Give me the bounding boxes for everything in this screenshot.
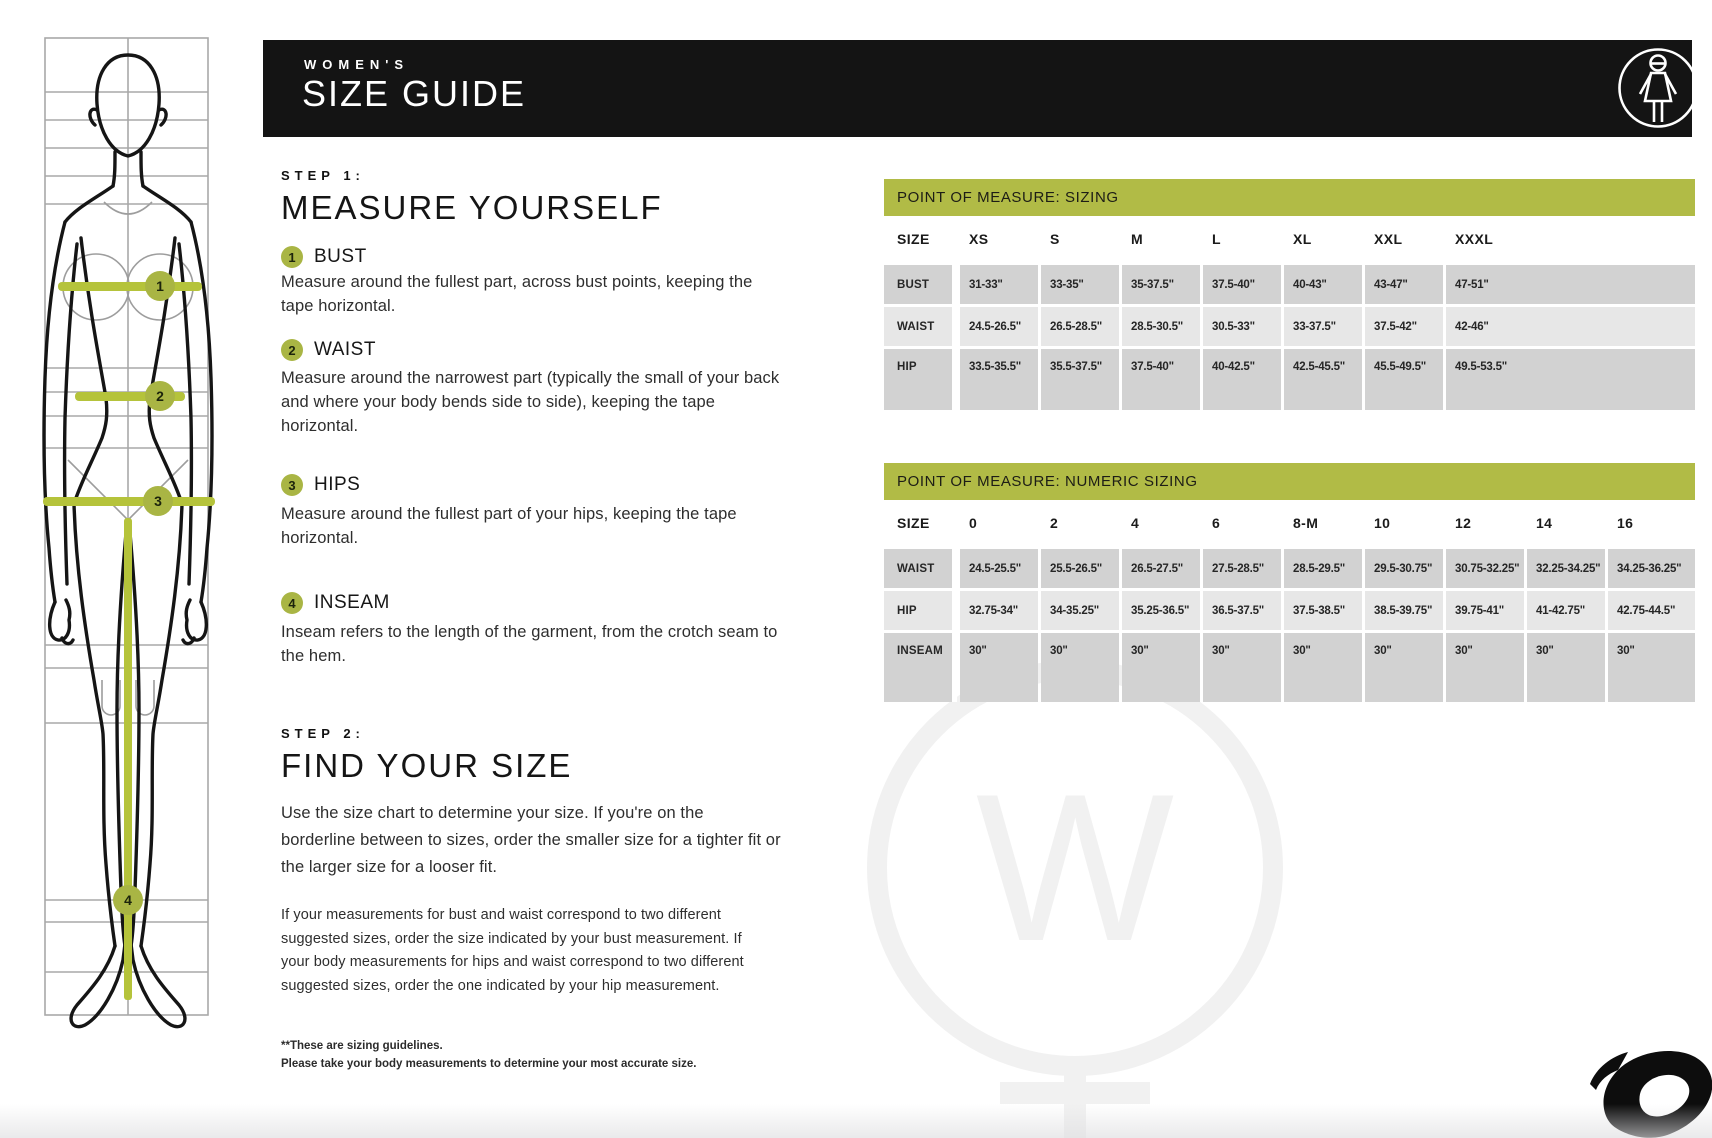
row-label: INSEAM: [884, 633, 957, 702]
table-row: [884, 591, 1695, 630]
cell-value: 29.5-30.75": [1365, 549, 1443, 588]
cell-value: 40-42.5": [1203, 349, 1281, 410]
sizing-table: [884, 179, 1695, 413]
size-conflict-paragraph: If your measurements for bust and waist correspond to two different suggested sizes, order the size indicated by your bust measurement. If your body measurements for hips and waist correspond to two different suggested sizes, order the one indicated by your hip measurement.: [281, 907, 744, 994]
cell-value: 42.5-45.5": [1284, 349, 1362, 410]
cell-value: 37.5-40": [1203, 265, 1281, 304]
marker-number-2: 2: [156, 388, 164, 404]
sizing-table-title: POINT OF MEASURE: SIZING: [884, 179, 1695, 216]
page-title: SIZE GUIDE: [302, 73, 527, 114]
column-header: XS: [960, 216, 1038, 262]
cell-value: 35.25-36.5": [1122, 591, 1200, 630]
column-header: 2: [1041, 500, 1119, 546]
woman-symbol-watermark: [855, 648, 1305, 1138]
waist-number-badge: 2: [281, 339, 303, 361]
cell-value: 35-37.5": [1122, 265, 1200, 304]
cell-value: 32.75-34": [960, 591, 1038, 630]
cell-value: 30": [960, 633, 1038, 702]
measure-item-inseam: [281, 592, 390, 614]
waist-description: Measure around the narrowest part (typically the small of your back and where your body bends side to side), keeping the tape horizontal.: [281, 369, 780, 435]
cell-value: 28.5-29.5": [1284, 549, 1362, 588]
row-label: HIP: [884, 591, 957, 630]
column-header: 10: [1365, 500, 1443, 546]
cell-value: 41-42.75": [1527, 591, 1605, 630]
row-label: BUST: [884, 265, 957, 304]
woman-figure-icon: [1616, 46, 1700, 130]
cell-value: 28.5-30.5": [1122, 307, 1200, 346]
cell-value: 42-46": [1446, 307, 1695, 346]
numeric-table-title: POINT OF MEASURE: NUMERIC SIZING: [884, 463, 1695, 500]
body-measurement-figure: [18, 28, 238, 1040]
cell-value: 24.5-25.5": [960, 549, 1038, 588]
cell-value: 30.5-33": [1203, 307, 1281, 346]
cell-value: 30": [1122, 633, 1200, 702]
cell-value: 39.75-41": [1446, 591, 1524, 630]
cell-value: 25.5-26.5": [1041, 549, 1119, 588]
sizing-table-grid: [884, 216, 1695, 410]
hips-number-badge: 3: [281, 474, 303, 496]
step2-label: STEP 2:: [281, 726, 365, 741]
cell-value: 35.5-37.5": [1041, 349, 1119, 410]
cell-value: 30": [1365, 633, 1443, 702]
column-header: 8-M: [1284, 500, 1362, 546]
column-header: M: [1122, 216, 1200, 262]
cell-value: 24.5-26.5": [960, 307, 1038, 346]
cell-value: 42.75-44.5": [1608, 591, 1695, 630]
inseam-number-badge: 4: [281, 592, 303, 614]
step1-title: MEASURE YOURSELF: [281, 189, 663, 226]
footnote-line-2: Please take your body measurements to determine your most accurate size.: [281, 1057, 697, 1070]
marker-number-4: 4: [124, 892, 132, 908]
cell-value: 34-35.25": [1041, 591, 1119, 630]
inseam-description: Inseam refers to the length of the garment, from the crotch seam to the hem.: [281, 623, 778, 665]
cell-value: 33-35": [1041, 265, 1119, 304]
inseam-label: INSEAM: [314, 592, 390, 613]
column-header: XXL: [1365, 216, 1443, 262]
table-row: [884, 307, 1695, 346]
column-header: XXXL: [1446, 216, 1695, 262]
column-header: 12: [1446, 500, 1524, 546]
marker-number-3: 3: [154, 493, 162, 509]
column-header: 6: [1203, 500, 1281, 546]
cell-value: 30.75-32.25": [1446, 549, 1524, 588]
cell-value: 40-43": [1284, 265, 1362, 304]
footnote-line-1: **These are sizing guidelines.: [281, 1040, 443, 1052]
column-header: 16: [1608, 500, 1695, 546]
cell-value: 47-51": [1446, 265, 1695, 304]
cell-value: 43-47": [1365, 265, 1443, 304]
marker-number-1: 1: [156, 278, 164, 294]
find-size-paragraph: Use the size chart to determine your size. If you're on the borderline between to sizes, order the smaller size for a tighter fit or the larger size for a looser fit.: [281, 804, 781, 876]
hips-label: HIPS: [314, 474, 361, 495]
measure-item-hips: [281, 474, 360, 496]
row-label: WAIST: [884, 549, 957, 588]
page-header: [263, 40, 1692, 137]
waist-label: WAIST: [314, 339, 376, 360]
cell-value: 26.5-27.5": [1122, 549, 1200, 588]
column-header: 0: [960, 500, 1038, 546]
cell-value: 36.5-37.5": [1203, 591, 1281, 630]
cell-value: 37.5-42": [1365, 307, 1443, 346]
cell-value: 30": [1041, 633, 1119, 702]
measure-item-waist: [281, 339, 376, 361]
column-header: L: [1203, 216, 1281, 262]
table-row: [884, 349, 1695, 410]
column-header: SIZE: [884, 216, 957, 262]
cell-value: 30": [1527, 633, 1605, 702]
cell-value: 37.5-40": [1122, 349, 1200, 410]
column-header: 4: [1122, 500, 1200, 546]
column-header: XL: [1284, 216, 1362, 262]
cell-value: 34.25-36.25": [1608, 549, 1695, 588]
table-header-row: [884, 500, 1695, 546]
cell-value: 30": [1284, 633, 1362, 702]
numeric-table-grid: [884, 500, 1695, 702]
hips-description: Measure around the fullest part of your hips, keeping the tape horizontal.: [281, 505, 737, 547]
table-row: [884, 265, 1695, 304]
column-header: SIZE: [884, 500, 957, 546]
cell-value: 27.5-28.5": [1203, 549, 1281, 588]
cell-value: 33-37.5": [1284, 307, 1362, 346]
cell-value: 38.5-39.75": [1365, 591, 1443, 630]
bust-description: Measure around the fullest part, across bust points, keeping the tape horizontal.: [281, 273, 753, 315]
pearl-izumi-logo: [1582, 1042, 1712, 1138]
bust-number-badge: 1: [281, 246, 303, 268]
table-row: [884, 633, 1695, 702]
cell-value: 37.5-38.5": [1284, 591, 1362, 630]
table-header-row: [884, 216, 1695, 262]
bust-label: BUST: [314, 246, 367, 267]
cell-value: 33.5-35.5": [960, 349, 1038, 410]
cell-value: 45.5-49.5": [1365, 349, 1443, 410]
step1-label: STEP 1:: [281, 168, 365, 183]
cell-value: 32.25-34.25": [1527, 549, 1605, 588]
cell-value: 49.5-53.5": [1446, 349, 1695, 410]
cell-value: 30": [1608, 633, 1695, 702]
header-eyebrow: WOMEN'S: [304, 57, 410, 72]
cell-value: 31-33": [960, 265, 1038, 304]
watermark-letter: W: [975, 750, 1175, 985]
column-header: 14: [1527, 500, 1605, 546]
cell-value: 30": [1203, 633, 1281, 702]
row-label: WAIST: [884, 307, 957, 346]
table-row: [884, 549, 1695, 588]
row-label: HIP: [884, 349, 957, 410]
numeric-sizing-table: [884, 463, 1695, 705]
measure-item-bust: [281, 246, 367, 268]
cell-value: 30": [1446, 633, 1524, 702]
step2-title: FIND YOUR SIZE: [281, 747, 573, 784]
cell-value: 26.5-28.5": [1041, 307, 1119, 346]
sizing-footnote: [281, 1038, 696, 1073]
column-header: S: [1041, 216, 1119, 262]
